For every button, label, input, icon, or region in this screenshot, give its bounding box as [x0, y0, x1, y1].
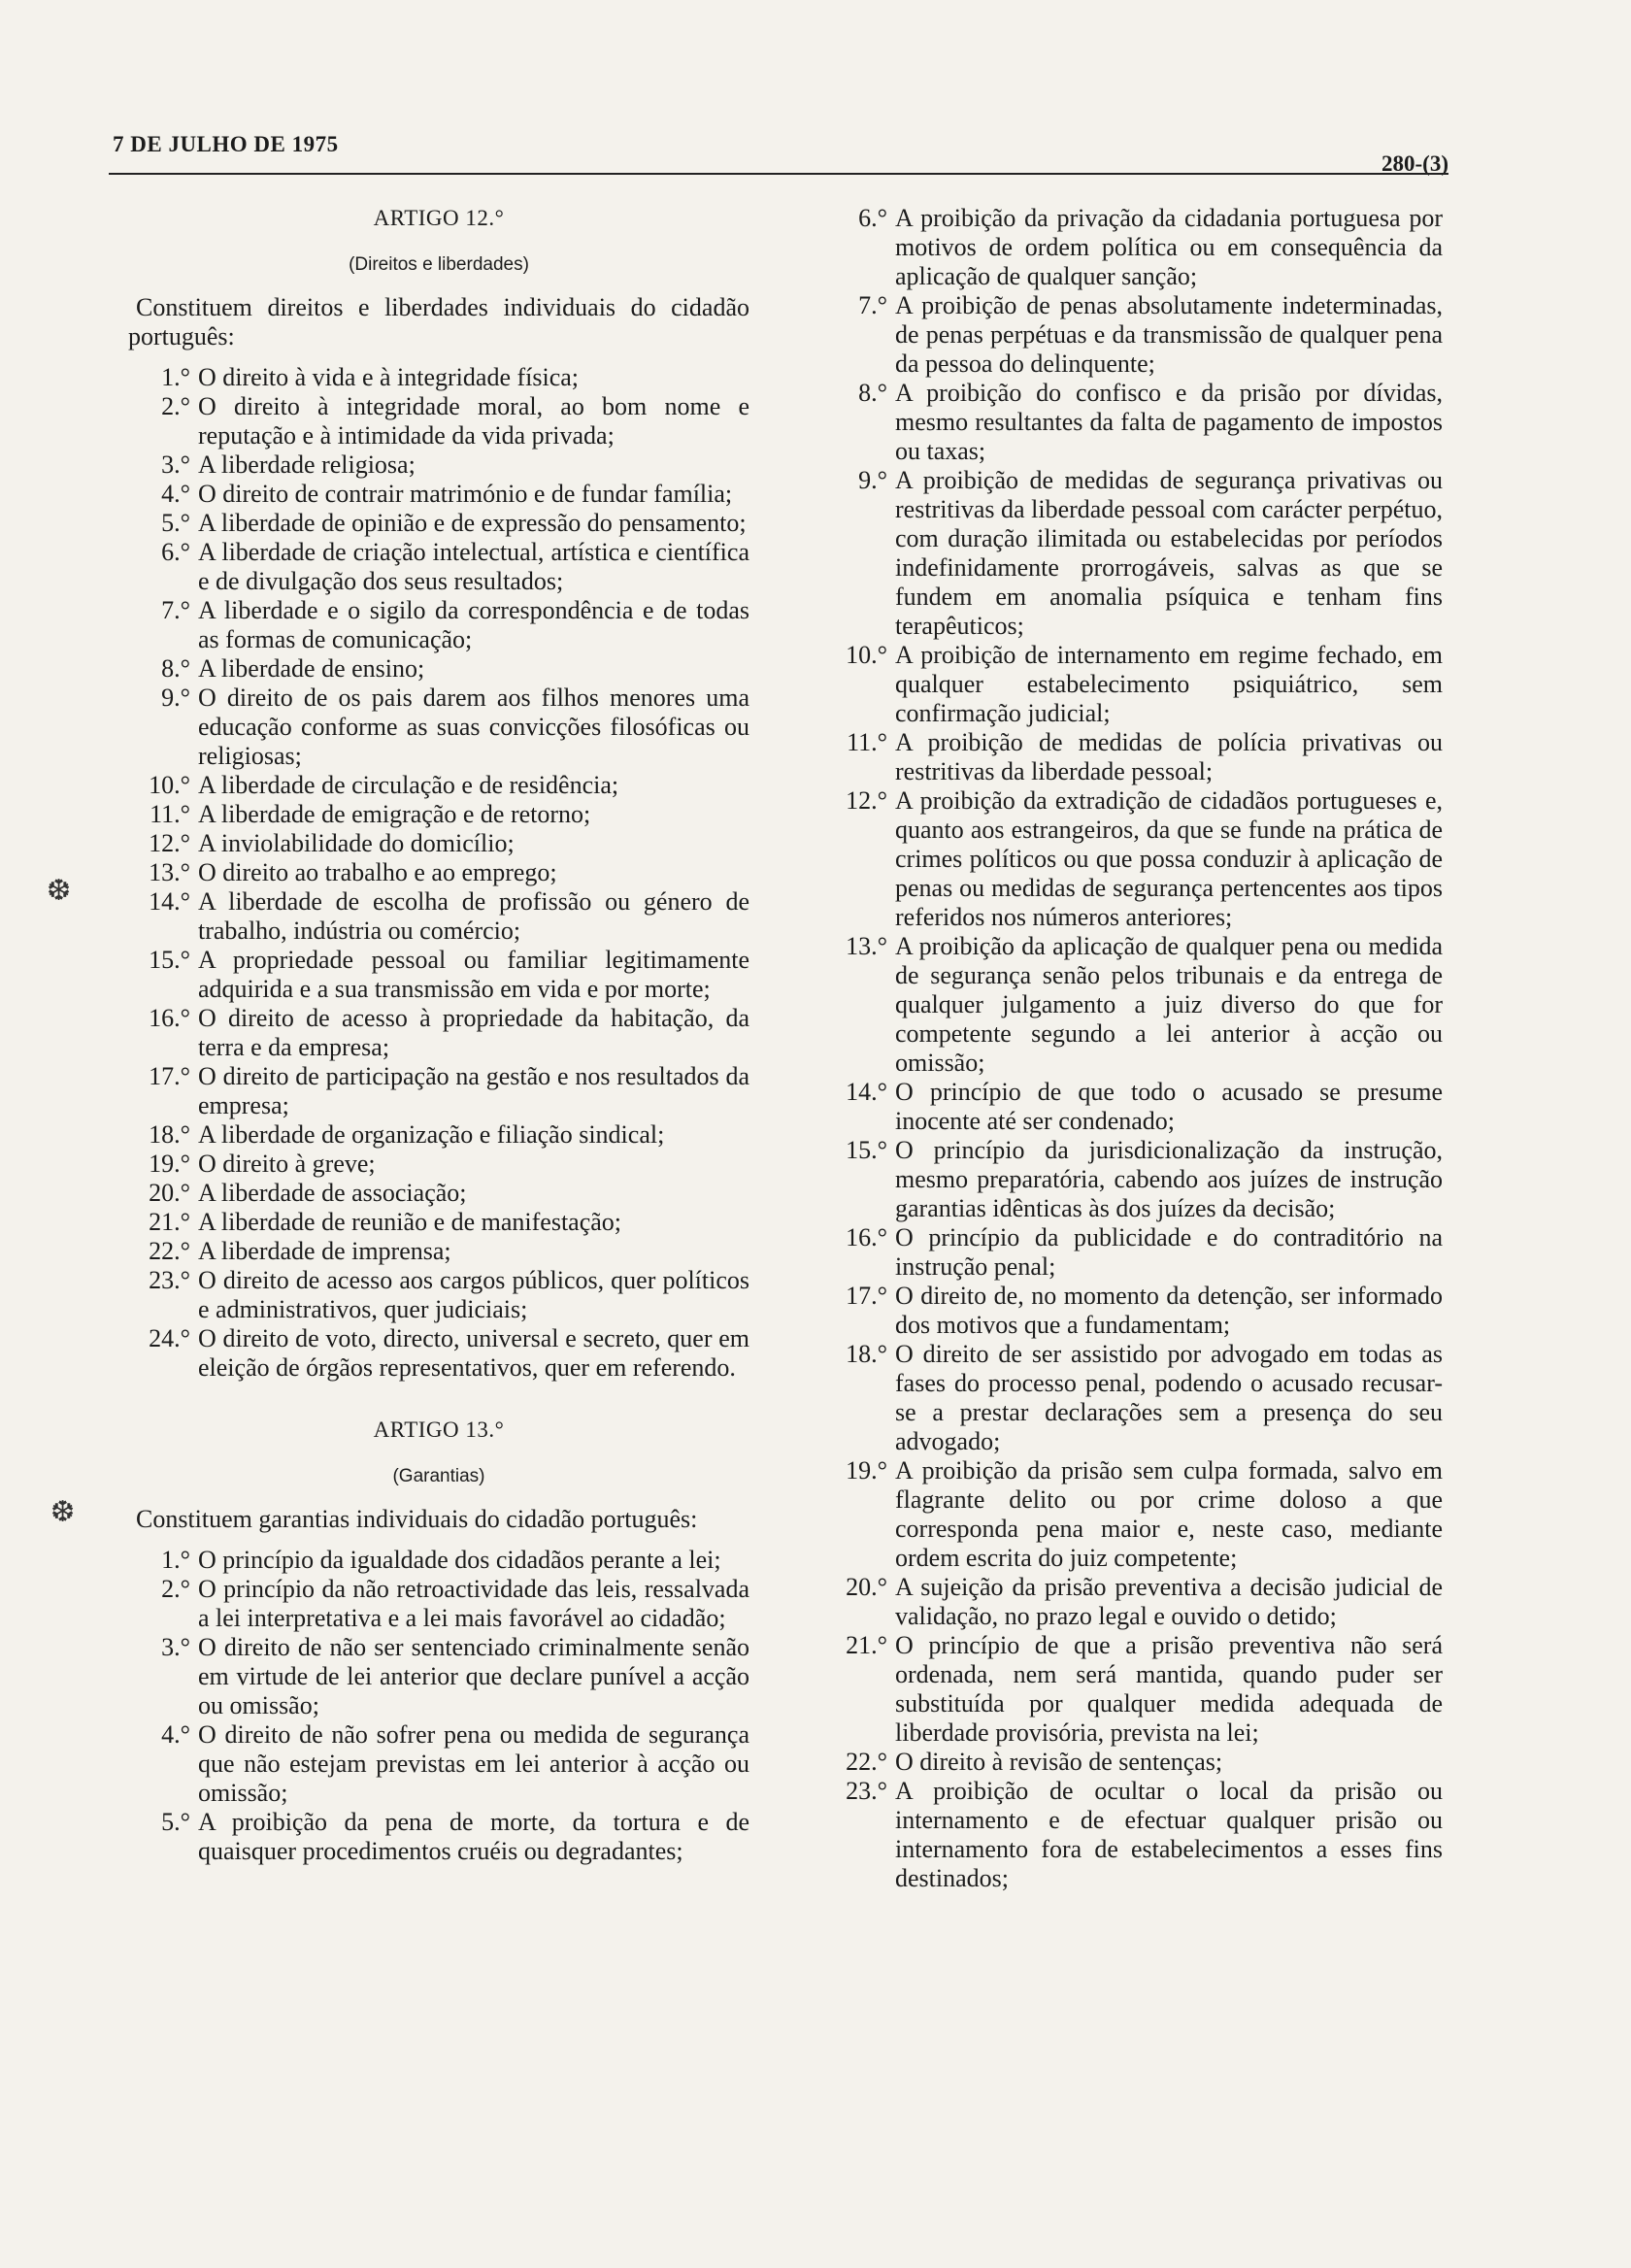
- item-number: 10.°: [149, 771, 190, 799]
- item-number: 17.°: [149, 1062, 190, 1090]
- list-item: [845, 204, 1443, 291]
- item-text: A propriedade pessoal ou familiar legitimamente adquirida e a sua transmissão em vida e por morte;: [198, 946, 749, 1003]
- list-item: [128, 1208, 749, 1237]
- item-number: 5.°: [161, 1808, 190, 1836]
- margin-mark-icon: ❆: [47, 875, 72, 907]
- item-number: 18.°: [149, 1120, 190, 1149]
- issue-date: 7 DE JULHO DE 1975: [113, 132, 339, 156]
- item-number: 6.°: [161, 538, 190, 566]
- item-number: 18.°: [846, 1340, 887, 1368]
- item-text: A proibição de medidas de segurança privativas ou restritivas da liberdade pessoal com carácter perpétuo, com duração ilimitada ou estabelecidas por períodos indefinidamente prorrogáveis, salvas as que se fundem em anomalia psíquica e tenham fins terapêuticos;: [895, 466, 1443, 640]
- list-item: [845, 641, 1443, 728]
- item-number: 22.°: [846, 1748, 887, 1776]
- item-text: A liberdade religiosa;: [198, 450, 416, 479]
- item-number: 9.°: [858, 466, 887, 494]
- item-number: 3.°: [161, 450, 190, 479]
- list-item: [128, 509, 749, 538]
- item-number: 19.°: [149, 1150, 190, 1178]
- item-number: 9.°: [161, 684, 190, 712]
- item-number: 14.°: [846, 1078, 887, 1106]
- list-item: [128, 1546, 749, 1575]
- list-item: [845, 1078, 1443, 1136]
- item-text: A proibição de ocultar o local da prisão ou internamento e de efectuar qualquer prisão ou internamento fora de estabelecimentos a esses fins destinados;: [895, 1777, 1443, 1892]
- item-number: 8.°: [161, 654, 190, 683]
- item-number: 1.°: [161, 363, 190, 391]
- item-text: O direito de acesso à propriedade da habitação, da terra e da empresa;: [198, 1004, 749, 1061]
- item-number: 19.°: [846, 1456, 887, 1484]
- item-text: A liberdade de ensino;: [198, 654, 425, 683]
- item-text: O princípio da jurisdicionalização da instrução, mesmo preparatória, cabendo aos juízes de instrução garantias idênticas às dos juízes da decisão;: [895, 1136, 1443, 1222]
- list-item: [128, 538, 749, 596]
- list-item: [845, 1748, 1443, 1777]
- list-item: [128, 480, 749, 509]
- left-column: [128, 204, 749, 1866]
- item-text: A proibição da aplicação de qualquer pena ou medida de segurança senão pelos tribunais e da entrega de qualquer julgamento a juiz diverso do que for competente segundo a lei anterior à acção ou omissão;: [895, 932, 1443, 1077]
- item-number: 20.°: [149, 1179, 190, 1207]
- item-number: 13.°: [149, 858, 190, 886]
- list-item: [128, 1808, 749, 1866]
- item-text: O direito ao trabalho e ao emprego;: [198, 858, 557, 886]
- header-rule: [109, 173, 1448, 175]
- right-column: [845, 204, 1443, 1893]
- list-item: [845, 1282, 1443, 1340]
- list-item: [845, 466, 1443, 641]
- item-text: A proibição da extradição de cidadãos portugueses e, quanto aos estrangeiros, da que se funde na prática de crimes políticos ou que possa conduzir à aplicação de penas ou medidas de segurança pertencentes aos tipos referidos nos números anteriores;: [895, 786, 1443, 931]
- list-item: [128, 363, 749, 392]
- list-item: [128, 1633, 749, 1720]
- list-item: [128, 1062, 749, 1120]
- article-12-title: ARTIGO 12.°: [373, 206, 505, 230]
- article-12-subtitle: (Direitos e liberdades): [349, 254, 529, 275]
- item-number: 5.°: [161, 509, 190, 537]
- list-item: [128, 596, 749, 654]
- item-number: 7.°: [161, 596, 190, 624]
- article-13-intro: Constituem garantias individuais do cidadão português:: [136, 1505, 698, 1533]
- article-13-list-right: [845, 204, 1443, 1893]
- list-item: [128, 1150, 749, 1179]
- item-number: 10.°: [846, 641, 887, 669]
- item-number: 7.°: [858, 291, 887, 319]
- item-number: 8.°: [858, 379, 887, 407]
- item-text: O direito de os pais darem aos filhos menores uma educação conforme as suas convicções filosóficas ou religiosas;: [198, 684, 749, 770]
- item-number: 4.°: [161, 1720, 190, 1749]
- article-12-intro: Constituem direitos e liberdades individuais do cidadão português:: [128, 293, 749, 350]
- item-number: 15.°: [846, 1136, 887, 1164]
- page-header: [109, 132, 1448, 179]
- article-13-list-left: [128, 1546, 749, 1866]
- list-item: [128, 654, 749, 684]
- list-item: [128, 450, 749, 480]
- item-number: 13.°: [846, 932, 887, 960]
- list-item: [128, 1237, 749, 1266]
- item-text: O direito de acesso aos cargos públicos, quer políticos e administrativos, quer judiciais;: [198, 1266, 749, 1323]
- list-item: [845, 1223, 1443, 1282]
- item-number: 11.°: [847, 728, 887, 756]
- item-text: O princípio da igualdade dos cidadãos perante a lei;: [198, 1546, 721, 1574]
- item-text: A liberdade de reunião e de manifestação;: [198, 1208, 622, 1236]
- item-text: O direito de participação na gestão e nos resultados da empresa;: [198, 1062, 749, 1119]
- list-item: [128, 1720, 749, 1808]
- item-number: 17.°: [846, 1282, 887, 1310]
- item-text: A proibição da prisão sem culpa formada, salvo em flagrante delito ou por crime doloso a que corresponda pena maior e, neste caso, mediante ordem escrita do juiz competente;: [895, 1456, 1443, 1572]
- list-item: [845, 1573, 1443, 1631]
- list-item: [128, 800, 749, 829]
- item-text: A proibição do confisco e da prisão por dívidas, mesmo resultantes da falta de pagamento de impostos ou taxas;: [895, 379, 1443, 465]
- list-item: [128, 1179, 749, 1208]
- list-item: [845, 1136, 1443, 1223]
- item-text: A proibição de internamento em regime fechado, em qualquer estabelecimento psiquiátrico, sem confirmação judicial;: [895, 641, 1443, 727]
- item-text: A inviolabilidade do domicílio;: [198, 829, 515, 857]
- item-text: A proibição de medidas de polícia privativas ou restritivas da liberdade pessoal;: [895, 728, 1443, 785]
- item-text: O direito à integridade moral, ao bom nome e reputação e à intimidade da vida privada;: [198, 392, 749, 450]
- list-item: [845, 728, 1443, 786]
- list-item: [128, 887, 749, 946]
- item-text: O direito à greve;: [198, 1150, 376, 1178]
- item-number: 4.°: [161, 480, 190, 508]
- list-item: [845, 379, 1443, 466]
- list-item: [128, 392, 749, 450]
- item-number: 24.°: [149, 1324, 190, 1352]
- item-number: 23.°: [149, 1266, 190, 1294]
- list-item: [128, 684, 749, 771]
- item-text: A liberdade de associação;: [198, 1179, 467, 1207]
- list-item: [845, 1631, 1443, 1748]
- list-item: [128, 1324, 749, 1383]
- item-number: 21.°: [846, 1631, 887, 1659]
- item-text: O direito de voto, directo, universal e secreto, quer em eleição de órgãos representativos, quer em referendo.: [198, 1324, 749, 1382]
- item-number: 22.°: [149, 1237, 190, 1265]
- item-text: O direito de, no momento da detenção, ser informado dos motivos que a fundamentam;: [895, 1282, 1443, 1339]
- article-13-subtitle: (Garantias): [392, 1466, 485, 1486]
- item-text: A liberdade de circulação e de residência;: [198, 771, 619, 799]
- item-number: 16.°: [846, 1223, 887, 1251]
- item-number: 12.°: [846, 786, 887, 815]
- item-text: O princípio da publicidade e do contraditório na instrução penal;: [895, 1223, 1443, 1281]
- list-item: [128, 1575, 749, 1633]
- item-text: A proibição da pena de morte, da tortura e de quaisquer procedimentos cruéis ou degradantes;: [198, 1808, 749, 1865]
- item-number: 15.°: [149, 946, 190, 974]
- item-text: A liberdade de organização e filiação sindical;: [198, 1120, 665, 1149]
- list-item: [128, 1266, 749, 1324]
- item-text: A proibição de penas absolutamente indeterminadas, de penas perpétuas e da transmissão de qualquer pena da pessoa do delinquente;: [895, 291, 1443, 378]
- item-text: O direito à vida e à integridade física;: [198, 363, 580, 391]
- page-number: 280-(3): [1381, 151, 1448, 176]
- article-13-title: ARTIGO 13.°: [373, 1418, 505, 1442]
- list-item: [128, 946, 749, 1004]
- item-text: A liberdade de opinião e de expressão do pensamento;: [198, 509, 747, 537]
- list-item: [845, 1777, 1443, 1893]
- item-number: 1.°: [161, 1546, 190, 1574]
- list-item: [128, 1004, 749, 1062]
- item-text: O direito de não sofrer pena ou medida de segurança que não estejam previstas em lei anterior à acção ou omissão;: [198, 1720, 749, 1807]
- item-number: 12.°: [149, 829, 190, 857]
- margin-mark-icon: ❆: [50, 1496, 76, 1528]
- item-number: 11.°: [150, 800, 190, 828]
- item-number: 23.°: [846, 1777, 887, 1805]
- item-text: O princípio da não retroactividade das leis, ressalvada a lei interpretativa e a lei mais favorável ao cidadão;: [198, 1575, 749, 1632]
- item-text: O direito de não ser sentenciado criminalmente senão em virtude de lei anterior que declare punível a acção ou omissão;: [198, 1633, 749, 1719]
- item-number: 6.°: [858, 204, 887, 232]
- item-number: 3.°: [161, 1633, 190, 1661]
- item-text: A liberdade de emigração e de retorno;: [198, 800, 591, 828]
- list-item: [845, 932, 1443, 1078]
- item-number: 20.°: [846, 1573, 887, 1601]
- list-item: [845, 1340, 1443, 1456]
- list-item: [845, 291, 1443, 379]
- item-number: 2.°: [161, 392, 190, 420]
- item-text: A liberdade de escolha de profissão ou género de trabalho, indústria ou comércio;: [198, 887, 749, 945]
- list-item: [128, 858, 749, 887]
- list-item: [845, 1456, 1443, 1573]
- item-text: A liberdade e o sigilo da correspondência e de todas as formas de comunicação;: [198, 596, 749, 653]
- item-text: O direito à revisão de sentenças;: [895, 1748, 1223, 1776]
- item-text: O princípio de que a prisão preventiva não será ordenada, nem será mantida, quando puder ser substituída por qualquer medida adequada de liberdade provisória, prevista na lei;: [895, 1631, 1443, 1747]
- item-text: A proibição da privação da cidadania portuguesa por motivos de ordem política ou em consequência da aplicação de qualquer sanção;: [895, 204, 1443, 290]
- item-number: 2.°: [161, 1575, 190, 1603]
- item-text: O direito de contrair matrimónio e de fundar família;: [198, 480, 733, 508]
- article-12-list: [128, 363, 749, 1383]
- item-number: 14.°: [149, 887, 190, 916]
- list-item: [128, 771, 749, 800]
- list-item: [128, 829, 749, 858]
- item-text: O direito de ser assistido por advogado em todas as fases do processo penal, podendo o acusado recusar-se a prestar declarações sem a presença do seu advogado;: [895, 1340, 1443, 1455]
- item-number: 16.°: [149, 1004, 190, 1032]
- item-text: O princípio de que todo o acusado se presume inocente até ser condenado;: [895, 1078, 1443, 1135]
- list-item: [845, 786, 1443, 932]
- item-number: 21.°: [149, 1208, 190, 1236]
- item-text: A sujeição da prisão preventiva a decisão judicial de validação, no prazo legal e ouvido o detido;: [895, 1573, 1443, 1630]
- list-item: [128, 1120, 749, 1150]
- item-text: A liberdade de imprensa;: [198, 1237, 451, 1265]
- item-text: A liberdade de criação intelectual, artística e científica e de divulgação dos seus resultados;: [198, 538, 749, 595]
